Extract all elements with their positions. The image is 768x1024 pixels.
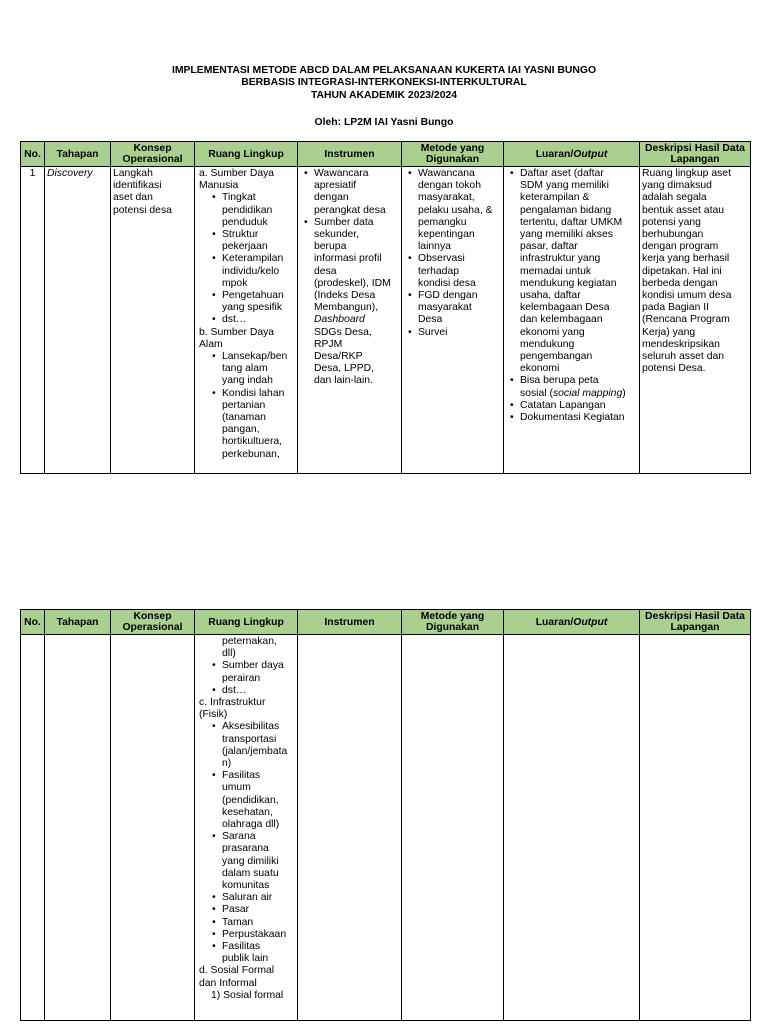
cell-no: 1: [21, 167, 45, 474]
list-item: • Wawancara apresiatif dengan perangkat desa: [300, 168, 399, 217]
list-item: • Dokumentasi Kegiatan: [506, 412, 637, 424]
list-item: • Sumber daya perairan: [211, 660, 295, 684]
list-item: • FGD dengan masyarakat Desa: [404, 290, 501, 327]
list-item: • dst…: [211, 314, 295, 326]
list-item: • Wawancana dengan tokoh masyarakat, pelaku usaha, & pemangku kepentingan lainnya: [404, 168, 501, 253]
header-luaran: Luaran/Output: [504, 610, 640, 635]
title-line-3: TAHUN AKADEMIK 2023/2024: [310, 89, 458, 101]
list-item: • Saluran air: [211, 892, 295, 904]
list-item: • Keterampilan individu/kelo mpok: [211, 253, 295, 290]
list-item: • Bisa berupa peta sosial (social mapping): [506, 375, 637, 399]
list-item: • Tingkat pendidikan penduduk: [211, 192, 295, 229]
cell-tahapan: Discovery: [45, 167, 111, 474]
section-a-list: [211, 192, 295, 326]
header-deskripsi: Deskripsi Hasil Data Lapangan: [640, 142, 751, 167]
list-item: • Fasilitas publik lain: [211, 941, 295, 965]
section-b-list-continued: [211, 636, 295, 697]
list-item: • Survei: [404, 327, 501, 339]
cell-ruang-lingkup: [195, 635, 298, 1021]
section-d-heading: d. Sosial Formal dan Informal: [199, 965, 275, 989]
cell-metode: [402, 635, 504, 1021]
list-item: • Fasilitas umum (pendidikan, kesehatan, olahraga dll): [211, 770, 295, 831]
header-deskripsi: Deskripsi Hasil Data Lapangan: [640, 610, 751, 635]
cell-instrumen: [298, 167, 402, 474]
abcd-table-page-2: [20, 609, 751, 1021]
section-c-list: [211, 721, 295, 965]
header-no: No.: [21, 142, 45, 167]
list-item: • Daftar aset (daftar SDM yang memiliki keterampilan & pengalaman bidang tertentu, daftar UMKM yang memiliki akses pasar, daftar infrastruktur yang memadai untuk mendukung kegiatan usaha, daftar kelembagaan Desa dan kelembagaan ekonomi yang mendukung pengembangan ekonomi: [506, 168, 637, 375]
cell-luaran: [504, 167, 640, 474]
header-tahapan: Tahapan: [45, 142, 111, 167]
list-item: • Catatan Lapangan: [506, 400, 637, 412]
title-line-2: BERBASIS INTEGRASI-INTERKONEKSI-INTERKULTURAL: [241, 77, 527, 89]
table-row: [21, 167, 751, 474]
section-c-heading: c. Infrastruktur (Fisik): [199, 697, 266, 721]
table-header-row: [21, 610, 751, 635]
cell-ruang-lingkup: [195, 167, 298, 474]
cell-no: [21, 635, 45, 1021]
cell-deskripsi: Ruang lingkup aset yang dimaksud adalah segala bentuk asset atau potensi yang berhubungan dengan program kerja yang berhasil dipetakan. Hal ini berbeda dengan kondisi umum desa pada Bagian II (Rencana Program Kerja) yang mendeskripsikan seluruh asset dan potensi Desa.: [640, 167, 751, 474]
list-item: • Aksesibilitas transportasi (jalan/jembata n): [211, 721, 295, 770]
header-konsep: Konsep Operasional: [111, 610, 195, 635]
abcd-table-page-1: [20, 141, 751, 474]
cell-deskripsi: [640, 635, 751, 1021]
list-item: • Sumber data sekunder, berupa informasi profil desa (prodeskel), IDM (Indeks Desa Membangun), Dashboard SDGs Desa, RPJM Desa/RKP Desa, LPPD, dan lain-lain.: [300, 217, 399, 388]
metode-list: [404, 168, 501, 339]
list-item: • Pasar: [211, 904, 295, 916]
list-item: • Kondisi lahan pertanian (tanaman pangan, hortikultuera, perkebunan,: [211, 388, 295, 461]
header-metode: Metode yang Digunakan: [402, 142, 504, 167]
section-a-heading: a. Sumber Daya Manusia: [199, 168, 275, 192]
header-instrumen: Instrumen: [298, 142, 402, 167]
header-luaran: Luaran/Output: [504, 142, 640, 167]
list-item: • Lansekap/ben tang alam yang indah: [211, 351, 295, 388]
cell-konsep: [111, 635, 195, 1021]
title-line-1: IMPLEMENTASI METODE ABCD DALAM PELAKSANAAN KUKERTA IAI YASNI BUNGO: [171, 65, 597, 76]
list-item: • Perpustakaan: [211, 929, 295, 941]
cell-tahapan: [45, 635, 111, 1021]
cell-konsep: Langkah identifikasi aset dan potensi desa: [111, 167, 195, 474]
list-item: peternakan, dll): [222, 636, 277, 660]
section-b-heading: b. Sumber Daya Alam: [199, 326, 275, 350]
header-metode: Metode yang Digunakan: [402, 610, 504, 635]
header-no: No.: [21, 610, 45, 635]
table-header-row: [21, 142, 751, 167]
document-title-block: [0, 65, 768, 129]
header-instrumen: Instrumen: [298, 610, 402, 635]
list-item: • Observasi terhadap kondisi desa: [404, 253, 501, 290]
instrumen-list: [300, 168, 399, 388]
list-item: • Taman: [211, 917, 295, 929]
cell-metode: [402, 167, 504, 474]
author-line: Oleh: LP2M IAI Yasni Bungo: [314, 116, 454, 128]
list-item: • Sarana prasarana yang dimiliki dalam suatu komunitas: [211, 831, 295, 892]
section-b-list: [211, 351, 295, 461]
header-ruang-lingkup: Ruang Lingkup: [195, 610, 298, 635]
list-item: • dst…: [211, 685, 295, 697]
header-ruang-lingkup: Ruang Lingkup: [195, 142, 298, 167]
section-d-subitem: 1) Sosial formal: [211, 989, 284, 1001]
table-row: [21, 635, 751, 1021]
header-konsep: Konsep Operasional: [111, 142, 195, 167]
header-tahapan: Tahapan: [45, 610, 111, 635]
cell-luaran: [504, 635, 640, 1021]
luaran-list: [506, 168, 637, 424]
list-item: • Pengetahuan yang spesifik: [211, 290, 295, 314]
list-item: • Struktur pekerjaan: [211, 229, 295, 253]
cell-instrumen: [298, 635, 402, 1021]
